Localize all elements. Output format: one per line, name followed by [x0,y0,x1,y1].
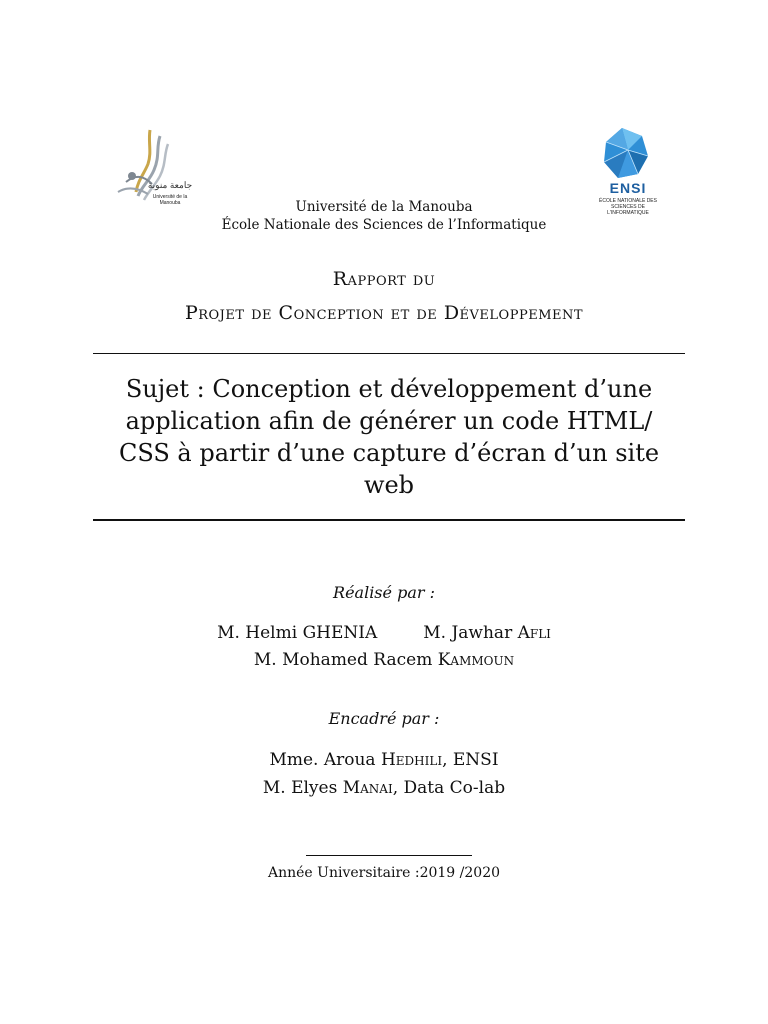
supervisor-2-name: M. Elyes [262,778,343,798]
author-2-surname: Afli [517,623,551,643]
manouba-logo-arabic-text: جامعة منوبة [147,180,193,190]
author-2-name: M. Jawhar [423,623,518,643]
authors-row [0,621,768,645]
encadre-label: Encadré par : [328,709,440,728]
author-3-surname: Kammoun [437,650,515,670]
supervisor-1-name: Mme. Aroua [269,750,381,770]
university-name: Université de la Manouba [295,199,473,215]
supervisor-2-surname: Manai [342,778,393,798]
academic-year: Année Universitaire :2019 /2020 [267,865,501,881]
supervisor-2-affiliation: , Data Co-lab [392,778,506,798]
ensi-logo-text: ENSI [609,180,647,196]
report-title-line1: Rapport du [332,268,436,290]
report-title-line2: Projet de Conception et de Développement [184,302,584,324]
author-3 [0,648,768,672]
subject-title: Sujet : Conception et développement d’une application afin de générer un code HTML/ CSS à partir d’une capture d’écran d’un site web [118,375,660,499]
footer-divider [306,855,472,856]
author-2 [423,623,551,643]
bottom-divider [93,519,685,521]
ensi-logo-caption: ÉCOLE NATIONALE DES SCIENCES DE L'INFORMATIQUE [599,198,657,216]
manouba-logo-caption: Université de la Manouba [152,194,188,206]
school-name: École Nationale des Sciences de l’Informatique [221,217,547,233]
author-1-name: M. Helmi [217,623,303,643]
author-3-name: M. Mohamed Racem [253,650,438,670]
author-1 [217,623,377,643]
supervisor-1-surname: Hedhili [380,750,443,770]
author-1-surname: GHENIA [302,623,378,643]
supervisor-1 [0,748,768,772]
supervisor-2 [0,776,768,800]
top-divider [93,353,685,354]
realise-label: Réalisé par : [333,583,435,602]
supervisor-1-affiliation: , ENSI [442,750,499,770]
